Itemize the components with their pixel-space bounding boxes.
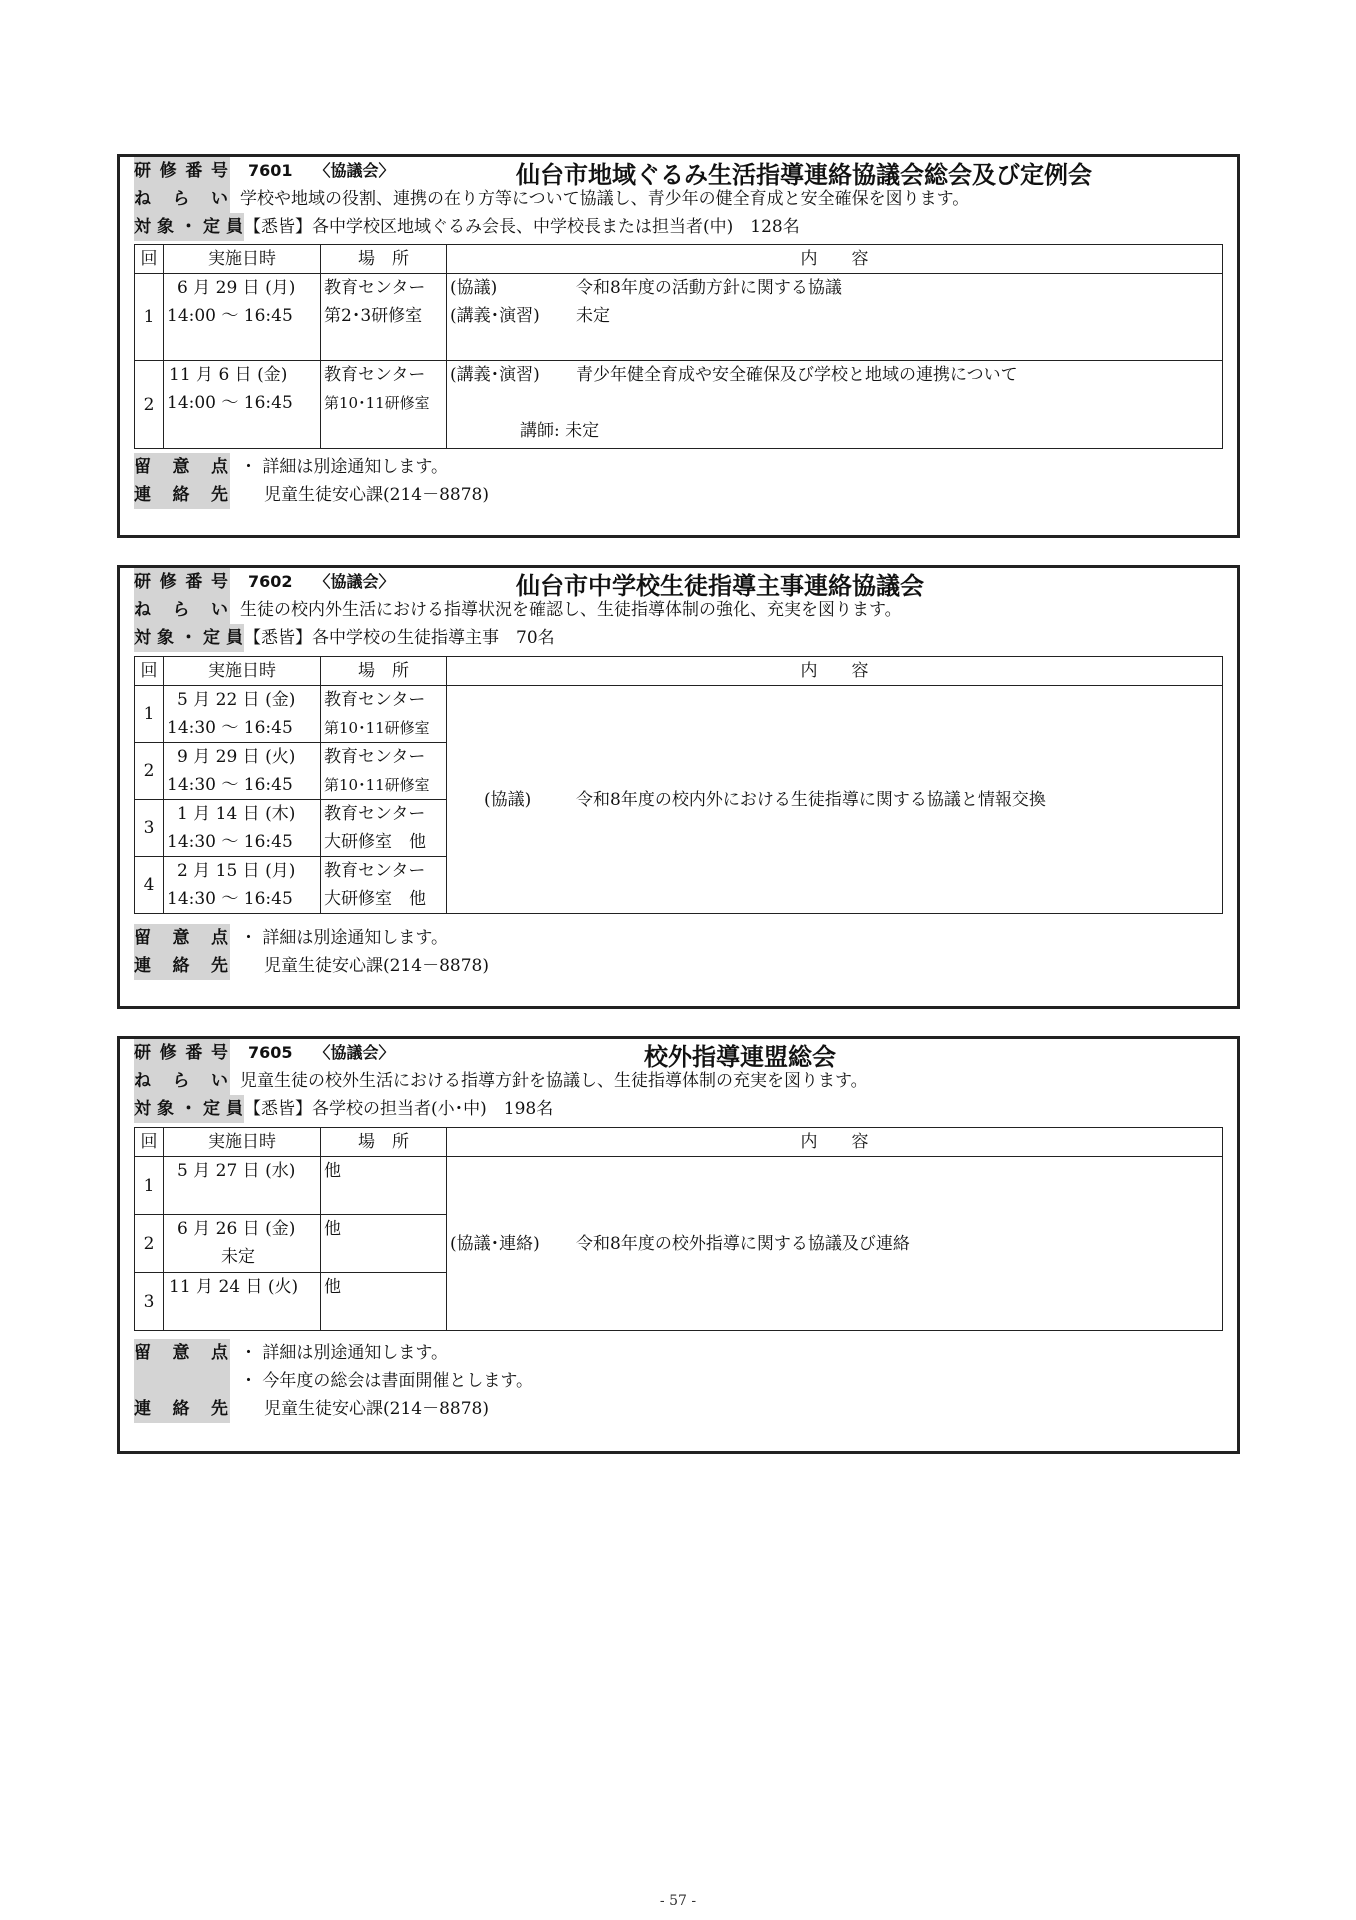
col-date: 実施日時 — [164, 1128, 321, 1157]
schedule-table — [134, 1127, 1223, 1331]
row-datetime — [164, 743, 321, 800]
course-kind: 〈協議会〉 — [314, 572, 395, 591]
row-place-1: 教育センター — [324, 690, 426, 710]
row-date: 9 月 29 日 (火) — [177, 747, 296, 767]
row-place-2: 第10･11研修室 — [324, 719, 430, 737]
row-content — [447, 361, 1223, 449]
row-date: 11 月 6 日 (金) — [169, 365, 288, 385]
course-number: 7605 — [248, 1043, 293, 1062]
row-datetime — [164, 1215, 321, 1273]
row-place-1: 他 — [324, 1161, 341, 1181]
row-date: 2 月 15 日 (月) — [177, 861, 296, 881]
note-item: ・ 詳細は別途通知します。 — [240, 928, 449, 948]
aim-text: 学校や地域の役割、連携の在り方等について協議し、青少年の健全育成と安全確保を図ります。 — [240, 189, 970, 209]
row-date: 11 月 24 日 (火) — [169, 1277, 299, 1297]
row-datetime — [164, 686, 321, 743]
content-text: 令和8年度の活動方針に関する協議 — [576, 278, 842, 298]
course-kind: 〈協議会〉 — [314, 1043, 395, 1062]
row-place-2: 第10･11研修室 — [324, 394, 430, 412]
row-datetime — [164, 1273, 321, 1331]
row-time: 未定 — [221, 1247, 255, 1267]
row-no: 3 — [135, 800, 164, 857]
content-kind: (講義･演習) — [450, 365, 540, 385]
col-content: 内 容 — [447, 657, 1223, 686]
target-text: 【悉皆】各学校の担当者(小･中) 198名 — [244, 1099, 554, 1119]
row-place-2: 大研修室 他 — [324, 832, 426, 852]
target-label: 対象・定員 — [134, 213, 244, 241]
table-header — [135, 657, 1223, 686]
course-kind: 〈協議会〉 — [314, 161, 395, 180]
notes-label: 留意点 — [134, 924, 230, 952]
row-no: 2 — [135, 1215, 164, 1273]
col-place: 場 所 — [321, 245, 447, 274]
row-place-2: 第10･11研修室 — [324, 776, 430, 794]
row-place — [321, 686, 447, 743]
section-7601 — [117, 154, 1240, 538]
contact-row — [134, 1395, 489, 1423]
col-content: 内 容 — [447, 245, 1223, 274]
row-time: 14:30 ～ 16:45 — [167, 889, 293, 909]
row-date: 6 月 26 日 (金) — [177, 1219, 296, 1239]
section-7602 — [117, 565, 1240, 1009]
row-no: 2 — [135, 361, 164, 449]
col-place: 場 所 — [321, 1128, 447, 1157]
aim-label: ねらい — [134, 596, 230, 624]
col-content: 内 容 — [447, 1128, 1223, 1157]
col-date: 実施日時 — [164, 657, 321, 686]
header-row — [134, 157, 395, 185]
row-time: 14:30 ～ 16:45 — [167, 775, 293, 795]
target-text: 【悉皆】各中学校の生徒指導主事 70名 — [244, 628, 555, 648]
target-label: 対象・定員 — [134, 624, 244, 652]
course-title: 仙台市中学校生徒指導主事連絡協議会 — [516, 572, 924, 600]
row-place — [321, 274, 447, 361]
content-text: 青少年健全育成や安全確保及び学校と地域の連携について — [576, 365, 1018, 385]
target-row — [134, 213, 800, 241]
row-no: 3 — [135, 1273, 164, 1331]
row-place-1: 教育センター — [324, 278, 426, 298]
row-no: 2 — [135, 743, 164, 800]
course-number: 7602 — [248, 572, 293, 591]
content-text: 未定 — [576, 306, 610, 326]
notes-label: 留意点 — [134, 453, 230, 481]
contact-row — [134, 481, 489, 509]
table-row — [135, 274, 1223, 361]
row-time: 14:30 ～ 16:45 — [167, 832, 293, 852]
course-number: 7601 — [248, 161, 293, 180]
notes-row-2 — [134, 1367, 533, 1395]
target-text: 【悉皆】各中学校区地域ぐるみ会長、中学校長または担当者(中) 128名 — [244, 217, 800, 237]
col-date: 実施日時 — [164, 245, 321, 274]
row-place — [321, 1215, 447, 1273]
note-item: ・ 詳細は別途通知します。 — [240, 1343, 449, 1363]
row-datetime — [164, 800, 321, 857]
col-place: 場 所 — [321, 657, 447, 686]
section-7605 — [117, 1036, 1240, 1454]
row-no: 4 — [135, 857, 164, 914]
content-kind: (協議) — [484, 789, 532, 810]
lecturer: 講師: 未定 — [520, 421, 600, 441]
table-row — [135, 686, 1223, 743]
contact-text: 児童生徒安心課(214－8878) — [264, 485, 489, 505]
row-place — [321, 857, 447, 914]
number-label: 研修番号 — [134, 1039, 230, 1067]
row-place-2: 大研修室 他 — [324, 889, 426, 909]
target-row — [134, 1095, 553, 1123]
notes-row — [134, 924, 448, 952]
content-kind: (協議･連絡) — [450, 1233, 540, 1254]
aim-row — [134, 596, 902, 624]
row-content — [447, 274, 1223, 361]
notes-row — [134, 453, 448, 481]
row-place — [321, 743, 447, 800]
contact-text: 児童生徒安心課(214－8878) — [264, 956, 489, 976]
row-time: 14:00 ～ 16:45 — [167, 393, 293, 413]
row-date: 5 月 27 日 (水) — [177, 1161, 296, 1181]
row-place — [321, 800, 447, 857]
content-text: 令和8年度の校内外における生徒指導に関する協議と情報交換 — [576, 789, 1046, 810]
header-row — [134, 568, 395, 596]
header-row — [134, 1039, 395, 1067]
aim-label: ねらい — [134, 185, 230, 213]
row-place-1: 教育センター — [324, 365, 426, 385]
row-place-1: 教育センター — [324, 747, 426, 767]
contact-text: 児童生徒安心課(214－8878) — [264, 1399, 489, 1419]
row-place — [321, 1157, 447, 1215]
row-place-1: 他 — [324, 1219, 341, 1239]
row-date: 1 月 14 日 (木) — [177, 804, 296, 824]
row-time: 14:30 ～ 16:45 — [167, 718, 293, 738]
row-time: 14:00 ～ 16:45 — [167, 306, 293, 326]
row-place — [321, 361, 447, 449]
notes-label: 留意点 — [134, 1339, 230, 1367]
note-item: ・ 今年度の総会は書面開催とします。 — [240, 1371, 534, 1391]
row-date: 6 月 29 日 (月) — [177, 278, 296, 298]
row-place — [321, 1273, 447, 1331]
target-row — [134, 624, 555, 652]
notes-label-blank — [134, 1367, 230, 1395]
aim-row — [134, 185, 969, 213]
row-no: 1 — [135, 274, 164, 361]
row-place-1: 教育センター — [324, 804, 426, 824]
number-label: 研修番号 — [134, 157, 230, 185]
contact-label: 連絡先 — [134, 481, 230, 509]
content-kind: (協議) — [450, 278, 498, 298]
row-place-2: 第2･3研修室 — [324, 306, 423, 326]
row-place-1: 他 — [324, 1277, 341, 1297]
table-row — [135, 361, 1223, 449]
aim-row — [134, 1067, 868, 1095]
target-label: 対象・定員 — [134, 1095, 244, 1123]
row-no: 1 — [135, 686, 164, 743]
notes-row — [134, 1339, 448, 1367]
aim-label: ねらい — [134, 1067, 230, 1095]
table-header — [135, 245, 1223, 274]
row-datetime — [164, 857, 321, 914]
col-no: 回 — [135, 657, 164, 686]
note-item: ・ 詳細は別途通知します。 — [240, 457, 449, 477]
aim-text: 生徒の校内外生活における指導状況を確認し、生徒指導体制の強化、充実を図ります。 — [240, 600, 902, 620]
course-title: 校外指導連盟総会 — [644, 1043, 836, 1071]
row-datetime — [164, 274, 321, 361]
table-row — [135, 1157, 1223, 1215]
course-title: 仙台市地域ぐるみ生活指導連絡協議会総会及び定例会 — [516, 161, 1092, 189]
schedule-table — [134, 656, 1223, 914]
contact-label: 連絡先 — [134, 1395, 230, 1423]
col-no: 回 — [135, 245, 164, 274]
page-number: - 57 - — [659, 1893, 697, 1909]
content-kind: (講義･演習) — [450, 306, 540, 326]
schedule-table — [134, 244, 1223, 449]
row-no: 1 — [135, 1157, 164, 1215]
col-no: 回 — [135, 1128, 164, 1157]
contact-row — [134, 952, 489, 980]
row-date: 5 月 22 日 (金) — [177, 690, 296, 710]
row-datetime — [164, 361, 321, 449]
number-label: 研修番号 — [134, 568, 230, 596]
contact-label: 連絡先 — [134, 952, 230, 980]
row-content — [447, 1157, 1223, 1331]
table-header — [135, 1128, 1223, 1157]
row-datetime — [164, 1157, 321, 1215]
aim-text: 児童生徒の校外生活における指導方針を協議し、生徒指導体制の充実を図ります。 — [240, 1071, 868, 1091]
row-place-1: 教育センター — [324, 861, 426, 881]
row-content — [447, 686, 1223, 914]
content-text: 令和8年度の校外指導に関する協議及び連絡 — [576, 1233, 910, 1254]
